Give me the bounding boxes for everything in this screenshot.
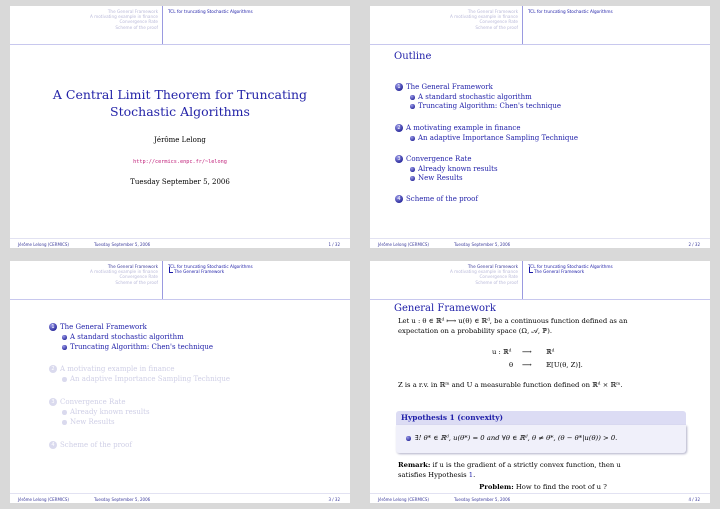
bullet-ball-icon xyxy=(410,136,415,141)
footer-author: Jérôme Lelong (CERMICS) xyxy=(378,242,429,247)
bullet-ball-icon xyxy=(62,377,67,382)
section-number-badge: 1 xyxy=(395,83,403,91)
toc-subsection-1-2[interactable]: Truncating Algorithm: Chen's technique xyxy=(70,343,213,352)
header-current-subsection[interactable]: The General Framework xyxy=(168,269,348,274)
footer-page-number: 4 / 32 xyxy=(688,497,700,502)
header-nav xyxy=(370,261,522,299)
nav-section-4[interactable]: Scheme of the proof xyxy=(115,279,158,285)
presentation-date: Tuesday September 5, 2006 xyxy=(130,178,230,186)
toc-section-1[interactable]: 1 The General Framework xyxy=(60,323,147,332)
toc-subsection-3-2[interactable]: New Results xyxy=(70,418,115,427)
nav-section-4[interactable]: Scheme of the proof xyxy=(475,279,518,285)
nav-section-1[interactable]: The General Framework xyxy=(107,9,158,14)
bullet-ball-icon xyxy=(410,95,415,100)
eq2-lhs: θ xyxy=(509,361,514,369)
header-title-area xyxy=(528,264,708,274)
hypothesis-block-title: Hypothesis 1 (convexity) xyxy=(396,411,686,425)
bullet-ball-icon xyxy=(62,420,67,425)
footer-author: Jérôme Lelong (CERMICS) xyxy=(18,497,69,502)
nav-section-2[interactable]: A motivating example in finance xyxy=(89,14,158,20)
section-number-badge: 2 xyxy=(395,124,403,132)
bullet-ball-icon xyxy=(410,167,415,172)
header-nav xyxy=(370,6,522,44)
problem-label: Problem: xyxy=(479,483,514,491)
problem-line: Problem: How to find the root of u ? xyxy=(479,483,607,491)
header-divider xyxy=(370,44,710,45)
footer-date: Tuesday September 5, 2006 xyxy=(94,497,151,502)
bullet-ball-icon xyxy=(62,410,67,415)
header-separator xyxy=(162,261,163,299)
nav-section-3[interactable]: Convergence Rate xyxy=(119,19,158,25)
slide-header xyxy=(10,6,350,44)
intro-line-1: Let u : θ ∈ ℝᵈ ⟼ u(θ) ∈ ℝᵈ, be a continuous function defined as an xyxy=(398,317,628,325)
hypothesis-ref-link[interactable]: 1 xyxy=(468,470,474,479)
header-doc-title[interactable]: TCL for truncating Stochastic Algorithms xyxy=(168,9,253,14)
footer-date: Tuesday September 5, 2006 xyxy=(454,242,511,247)
footer-page-number: 1 / 32 xyxy=(328,242,340,247)
toc-section-2[interactable]: 2 A motivating example in finance xyxy=(60,365,174,374)
slide-footer xyxy=(10,238,350,248)
toc-subsection-1-1[interactable]: A standard stochastic algorithm xyxy=(70,333,184,342)
header-current-subsection[interactable]: The General Framework xyxy=(528,269,708,274)
header-divider xyxy=(10,299,350,300)
slide-section-outline xyxy=(10,261,350,503)
slide-footer xyxy=(370,238,710,248)
eq2-arrow: ⟶ xyxy=(522,361,532,369)
bullet-ball-icon xyxy=(62,335,67,340)
header-doc-title[interactable]: TCL for truncating Stochastic Algorithms xyxy=(528,264,613,269)
remark-line-2: satisfies Hypothesis 1. xyxy=(398,470,476,479)
toc-subsection-2-1[interactable]: An adaptive Importance Sampling Technique xyxy=(70,375,230,384)
eq1-rhs: ℝᵈ xyxy=(546,348,555,356)
eq1-lhs: u : ℝᵈ xyxy=(492,348,512,356)
nav-section-2[interactable]: A motivating example in finance xyxy=(89,269,158,275)
nav-section-3[interactable]: Convergence Rate xyxy=(119,274,158,280)
toc-subsection-1-1[interactable]: A standard stochastic algorithm xyxy=(418,93,532,102)
header-nav xyxy=(10,261,162,299)
section-number-badge: 4 xyxy=(395,195,403,203)
eq1-arrow: ⟶ xyxy=(522,348,532,356)
toc-subsection-3-1[interactable]: Already known results xyxy=(418,165,498,174)
toc-subsection-1-2[interactable]: Truncating Algorithm: Chen's technique xyxy=(418,102,561,111)
header-title-area xyxy=(168,264,348,274)
hypothesis-statement: ∃! θ* ∈ ℝᵈ, u(θ*) = 0 and ∀θ ∈ ℝᵈ, θ ≠ θ*, (θ − θ*|u(θ)) > 0. xyxy=(415,434,618,442)
header-title-area xyxy=(168,9,348,14)
section-number-badge: 2 xyxy=(49,365,57,373)
intro-line-2: expectation on a probability space (Ω, 𝒜, ℙ). xyxy=(398,326,553,335)
footer-page-number: 2 / 32 xyxy=(688,242,700,247)
slide-outline xyxy=(370,6,710,248)
slide-title xyxy=(10,6,350,248)
frame-title: General Framework xyxy=(394,303,496,314)
bullet-ball-icon xyxy=(406,436,411,441)
footer-author: Jérôme Lelong (CERMICS) xyxy=(378,497,429,502)
toc-subsection-2-1[interactable]: An adaptive Importance Sampling Technique xyxy=(418,134,578,143)
bullet-ball-icon xyxy=(62,345,67,350)
header-separator xyxy=(162,6,163,44)
footer-author: Jérôme Lelong (CERMICS) xyxy=(18,242,69,247)
toc-section-2[interactable]: 2 A motivating example in finance xyxy=(406,124,520,133)
footer-page-number: 3 / 32 xyxy=(328,497,340,502)
header-separator xyxy=(522,6,523,44)
nav-section-1[interactable]: The General Framework xyxy=(467,264,518,269)
section-number-badge: 3 xyxy=(395,155,403,163)
header-title-area xyxy=(528,9,708,14)
footer-date: Tuesday September 5, 2006 xyxy=(94,242,151,247)
hypothesis-block-body xyxy=(396,425,686,453)
bullet-ball-icon xyxy=(410,176,415,181)
remark-paragraph xyxy=(398,461,688,480)
slide-header xyxy=(370,6,710,44)
header-divider xyxy=(370,299,710,300)
header-doc-title[interactable]: TCL for truncating Stochastic Algorithms xyxy=(168,264,253,269)
toc-section-4[interactable]: 4 Scheme of the proof xyxy=(60,441,132,450)
section-number-badge: 1 xyxy=(49,323,57,331)
remark-line-1: Remark: if u is the gradient of a strictly convex function, then u xyxy=(398,461,621,469)
presentation-title xyxy=(30,86,330,120)
frame-title: Outline xyxy=(394,51,432,62)
toc-section-3[interactable]: 3 Convergence Rate xyxy=(60,398,126,407)
toc-subsection-3-1[interactable]: Already known results xyxy=(70,408,150,417)
nav-section-3[interactable]: Convergence Rate xyxy=(479,19,518,25)
title-line-1: A Central Limit Theorem for Truncating xyxy=(52,87,308,102)
author-url-link[interactable]: http://cermics.enpc.fr/~lelong xyxy=(133,159,227,165)
header-divider xyxy=(10,44,350,45)
toc-section-1[interactable]: 1 The General Framework xyxy=(406,83,493,92)
header-doc-title[interactable]: TCL for truncating Stochastic Algorithms xyxy=(528,9,613,14)
toc-section-3[interactable]: 3 Convergence Rate xyxy=(406,155,472,164)
intro-paragraph xyxy=(398,317,688,336)
bullet-ball-icon xyxy=(410,104,415,109)
nav-section-2[interactable]: A motivating example in finance xyxy=(449,269,518,275)
eq2-rhs: 𝔼[U(θ, Z)]. xyxy=(546,361,583,369)
slide-footer xyxy=(10,493,350,503)
slide-header xyxy=(10,261,350,299)
presentation-author: Jérôme Lelong xyxy=(154,136,206,144)
nav-section-1[interactable]: The General Framework xyxy=(467,9,518,14)
header-nav xyxy=(10,6,162,44)
nav-section-4[interactable]: Scheme of the proof xyxy=(115,24,158,30)
nav-section-3[interactable]: Convergence Rate xyxy=(479,274,518,280)
header-separator xyxy=(522,261,523,299)
title-line-2: Stochastic Algorithms xyxy=(110,104,250,119)
nav-section-4[interactable]: Scheme of the proof xyxy=(475,24,518,30)
remark-label: Remark: xyxy=(398,461,431,469)
nav-section-1[interactable]: The General Framework xyxy=(107,264,158,269)
z-description: Z is a r.v. in ℝᵐ and U a measurable function defined on ℝᵈ × ℝᵐ. xyxy=(398,381,623,389)
section-number-badge: 4 xyxy=(49,441,57,449)
section-number-badge: 3 xyxy=(49,398,57,406)
footer-date: Tuesday September 5, 2006 xyxy=(454,497,511,502)
nav-section-2[interactable]: A motivating example in finance xyxy=(449,14,518,20)
slide-header xyxy=(370,261,710,299)
toc-section-4[interactable]: 4 Scheme of the proof xyxy=(406,195,478,204)
slide-general-framework xyxy=(370,261,710,503)
toc-subsection-3-2[interactable]: New Results xyxy=(418,174,463,183)
slide-footer xyxy=(370,493,710,503)
